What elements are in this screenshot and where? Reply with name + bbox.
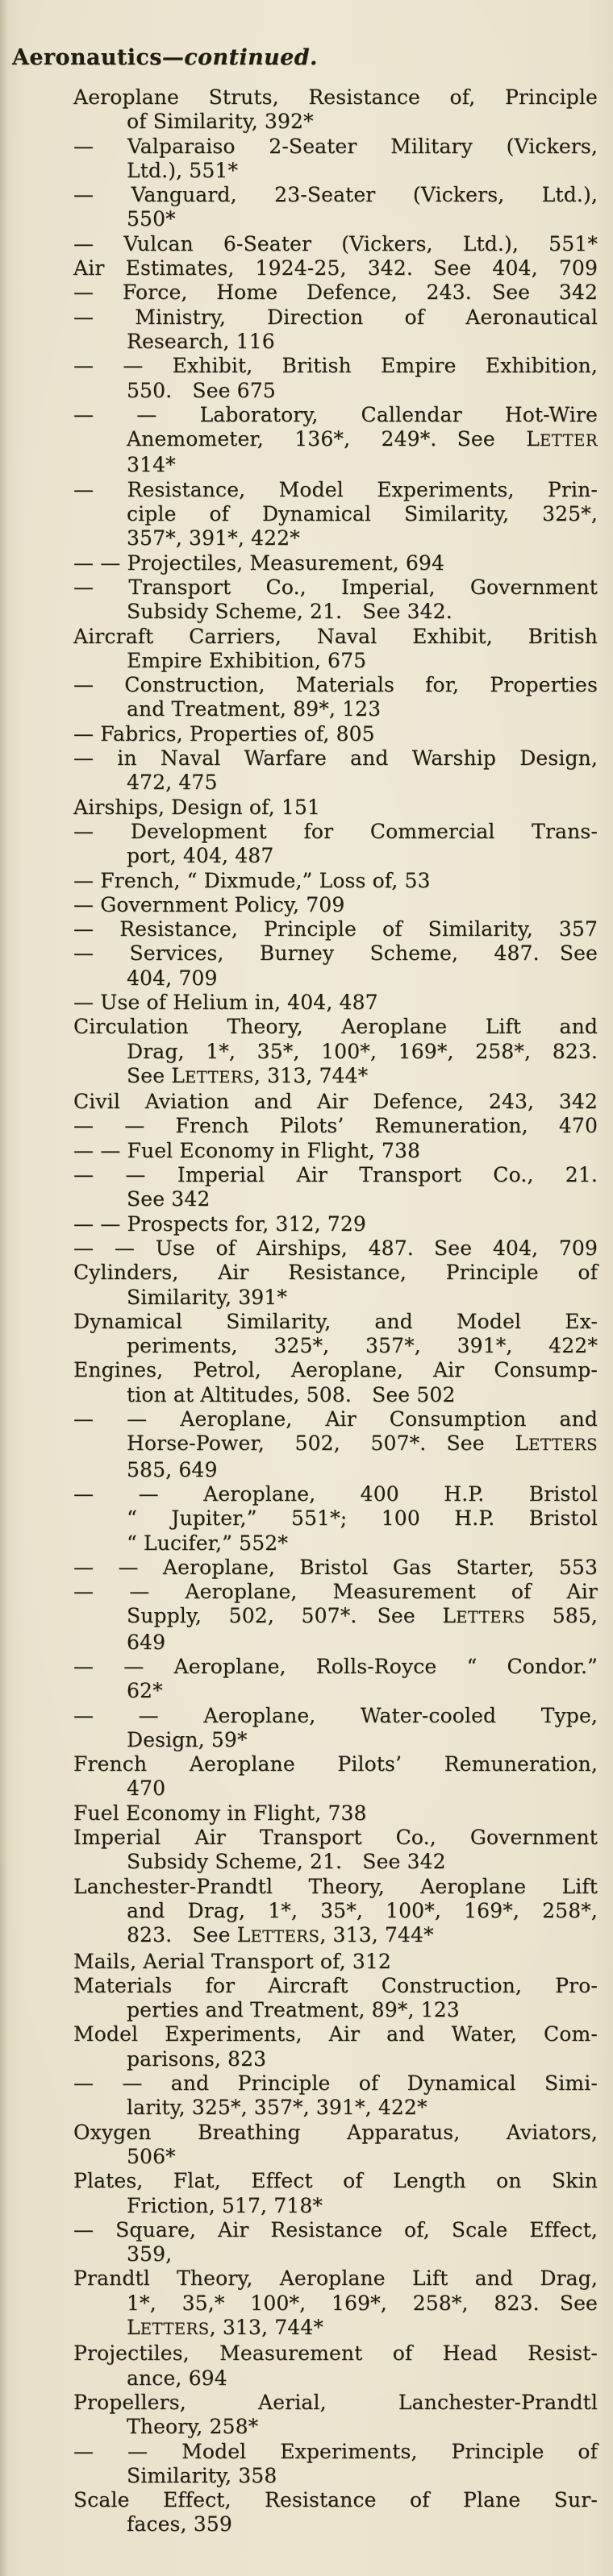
index-entry-line [73,1580,598,1604]
index-entry-line [73,1286,598,1310]
index-entry-text: of Similarity, 392* [127,110,314,134]
index-entry [73,2022,598,2071]
index-entry-line [73,2194,598,2218]
index-entry-line [73,673,598,697]
index-entry-line [73,135,598,159]
index-entry-text: perties and Treatment, 89*, 123 [127,1998,460,2022]
index-entry-text: LETTERS, 313, 744* [127,2316,324,2340]
index-entry-line [73,1801,598,1826]
index-entry-line [73,1334,598,1358]
index-entry-text: faces, 359 [127,2512,232,2537]
index-entry [73,1163,598,1212]
index-entry-text: — — Aeroplane, 400 H.P. Bristol [73,1481,598,1506]
index-entry-line [73,1556,598,1580]
section-heading [12,45,318,70]
index-entry [73,1261,598,1310]
index-entry-text: Projectiles, Measurement of Head Resist- [73,2341,598,2366]
index-entry-text: Subsidy Scheme, 21. See 342 [127,1850,446,1874]
index-entry-text: and Treatment, 89*, 123 [127,697,382,721]
index-entry [73,478,598,551]
index-entry-line [73,1040,598,1064]
index-entry-line [73,207,598,231]
index-entry [73,1556,598,1580]
index-entry [73,1826,598,1875]
index-entry-line [73,2512,598,2537]
index-entry-line [73,1261,598,1285]
index-entry-text: — — Aeroplane, Air Consumption and [73,1407,598,1431]
index-entry-text: 357*, 391*, 422* [127,526,300,551]
index-entry-text: 585, 649 [127,1457,218,1481]
index-entry [73,2341,598,2391]
index-entry-text: Research, 116 [127,329,275,353]
index-entry-line [73,966,598,991]
index-entry [73,673,598,722]
index-entry-line [73,2266,598,2291]
index-entry-line [73,379,598,403]
index-entry-text: — Transport Co., Imperial, Government [73,575,598,599]
index-entry-text: — — and Principle of Dynamical Simi- [73,2071,598,2096]
index-entry-text: Dynamical Similarity, and Model Ex- [73,1309,598,1333]
index-entry-line [73,1506,598,1531]
index-entry-text: — — Aeroplane, Water-cooled Type, [73,1703,598,1727]
index-entry [73,1236,598,1261]
index-entry-text: Air Estimates, 1924-25, 342. See 404, 709 [73,256,598,280]
index-entry-text: Propellers, Aerial, Lanchester-Prandtl [73,2390,598,2414]
index-entry [73,2121,598,2170]
small-caps-text: ETTERS [250,1927,320,1947]
index-entry-text: port, 404, 487 [127,844,274,868]
index-entry-line [73,2242,598,2266]
index-entry-text: 314* [127,453,176,477]
index-entry [73,869,598,893]
small-caps-text: ETTERS [185,1067,254,1086]
index-entry-text: 470 [127,1776,166,1801]
index-entry-line [73,110,598,134]
index-entry-line [73,1776,598,1801]
index-entry-line [73,403,598,427]
index-entry [73,1655,598,1704]
index-entry-text: — Vanguard, 23-Seater (Vickers, Ltd.), [73,183,598,207]
index-entry-text: — — Projectiles, Measurement, 694 [73,551,445,575]
index-entry-text: — — Aeroplane, Bristol Gas Starter, 553 [73,1555,598,1579]
index-entry-text: Subsidy Scheme, 21. See 342. [127,600,452,624]
index-entry-text: tion at Altitudes, 508. See 502 [127,1382,456,1406]
index-entry [73,991,598,1015]
index-entry-line [73,2366,598,2391]
index-entry-line [73,625,598,649]
index-entry-line [73,1212,598,1236]
index-entry-line [73,746,598,771]
index-entry [73,722,598,746]
index-entry-text: 823. See LETTERS, 313, 744* [127,1923,434,1947]
index-entry-text: — Use of Helium in, 404, 487 [73,990,378,1014]
index-entry [73,1212,598,1236]
index-entry-text: — Construction, Materials for, Properties [73,673,598,697]
index-entry-text: Cylinders, Air Resistance, Principle of [73,1261,598,1285]
index-entry-line [73,1383,598,1407]
small-caps-text: ETTERS [140,2320,210,2339]
index-entry-line [73,575,598,600]
index-entry-line [73,354,598,378]
index-entry-text: — — Prospects for, 312, 729 [73,1211,366,1236]
index-entry-text: Airships, Design of, 151 [73,795,320,819]
index-entry [73,1875,598,1950]
index-entry-line [73,2464,598,2488]
index-entry-text: French Aeroplane Pilots’ Remuneration, [73,1752,598,1776]
index-entry [73,796,598,820]
index-entry-line [73,697,598,721]
index-entry-line [73,1187,598,1211]
index-entry-line [73,502,598,526]
index-entry-text: — in Naval Warfare and Warship Design, [73,746,598,771]
index-entry [73,85,598,135]
index-entry-text: Supply, 502, 507*. See LETTERS 585, [127,1604,598,1628]
index-entry [73,1139,598,1163]
index-entry-text: — Fabrics, Properties of, 805 [73,721,375,746]
index-entry-line [73,232,598,256]
index-entry [73,403,598,478]
index-entry [73,893,598,917]
index-entry-line [73,941,598,966]
index-entry-line [73,1655,598,1679]
index-entry-line [73,427,598,453]
index-entry-text: — Ministry, Direction of Aeronautical [73,305,598,329]
index-entry [73,183,598,232]
index-entry-text: Aeroplane Struts, Resistance of, Principle [73,85,598,109]
index-entry-line [73,844,598,868]
index-entry-line [73,1139,598,1163]
index-entry-text: Civil Aviation and Air Defence, 243, 342 [73,1090,598,1114]
index-entry-text: — Force, Home Defence, 243. See 342 [73,280,598,305]
index-entry-line [73,2145,598,2169]
index-entry [73,354,598,403]
index-entry [73,820,598,869]
index-entry-line [73,1826,598,1850]
index-entry-line [73,1679,598,1703]
index-entry-text: 550* [127,207,176,231]
index-entry-text: — — Model Experiments, Principle of [73,2439,598,2463]
index-entry-text: Circulation Theory, Aeroplane Lift and [73,1015,598,1039]
index-entry-line [73,2169,598,2193]
index-entry-text: periments, 325*, 357*, 391*, 422* [127,1334,598,1358]
index-entry-text: Materials for Aircraft Construction, Pro- [73,1973,598,1997]
index-entry-line [73,1728,598,1752]
small-caps-text: ETTERS [528,1435,598,1455]
index-entry-text: — — Imperial Air Transport Co., 21. [73,1163,598,1187]
index-entry-text: 359, [127,2242,173,2266]
index-entry-line [73,2022,598,2046]
index-entry [73,917,598,941]
index-entry-text: — Development for Commercial Trans- [73,819,598,843]
index-entry-text: 62* [127,1679,163,1703]
index-entry-text: “ Lucifer,” 552* [127,1531,288,1555]
index-entry-line [73,991,598,1015]
index-entry-line [73,1950,598,1974]
index-entry-line [73,722,598,746]
index-entry [73,2169,598,2218]
heading-continued-label: —continued. [161,45,318,70]
index-entry [73,1580,598,1655]
index-entry-line [73,1704,598,1728]
index-entry-line [73,1407,598,1431]
index-entry-line [73,1752,598,1776]
index-entry-text: ciple of Dynamical Similarity, 325*, [127,502,598,526]
index-entry-text: — — Aeroplane, Rolls-Royce “ Condor.” [73,1655,598,1678]
index-entry-text: ance, 694 [127,2366,227,2390]
index-entry [73,1950,598,1974]
index-entry-text: Anemometer, 136*, 249*. See LETTER [127,427,598,451]
index-entry-line [73,1458,598,1482]
index-entry-line [73,2415,598,2439]
index-entry-text: Mails, Aerial Transport of, 312 [73,1949,391,1973]
index-entry-line [73,551,598,575]
index-list [73,85,598,2537]
index-entry-line [73,85,598,110]
small-caps-text: ETTER [539,431,598,451]
index-entry-line [73,2316,598,2341]
index-entry-text: 472, 475 [127,771,218,795]
index-entry-line [73,2488,598,2512]
index-entry [73,1015,598,1090]
index-entry-line [73,1850,598,1874]
index-entry-line [73,1310,598,1334]
index-entry-text: 1*, 35,* 100*, 169*, 258*, 823. See [127,2291,598,2315]
index-entry-line [73,893,598,917]
index-entry-line [73,869,598,893]
index-entry-text: Scale Effect, Resistance of Plane Sur- [73,2488,598,2512]
index-entry-line [73,1974,598,1998]
index-entry-text: Theory, 258* [127,2415,259,2439]
index-entry-text: 649 [127,1630,166,1654]
index-entry-line [73,1875,598,1899]
index-entry [73,2488,598,2537]
index-entry [73,1090,598,1114]
index-entry [73,1482,598,1556]
index-entry-text: Prandtl Theory, Aeroplane Lift and Drag, [73,2266,598,2291]
index-entry-line [73,183,598,207]
index-entry-line [73,1163,598,1187]
index-entry-line [73,2071,598,2096]
index-entry-line [73,2341,598,2366]
index-entry-text: — Resistance, Principle of Similarity, 357 [73,917,598,941]
index-entry-line [73,1015,598,1039]
index-entry [73,746,598,796]
index-entry-line [73,526,598,551]
index-entry-text: Drag, 1*, 35*, 100*, 169*, 258*, 823. [127,1039,598,1063]
index-entry [73,232,598,256]
index-entry-line [73,256,598,280]
index-entry-text: Oxygen Breathing Apparatus, Aviators, [73,2120,598,2144]
index-entry-line [73,2440,598,2464]
index-entry-text: Plates, Flat, Effect of Length on Skin [73,2169,598,2193]
index-entry-line [73,1998,598,2022]
index-entry-text: 550. See 675 [127,378,276,402]
index-entry-text: — French, “ Dixmude,” Loss of, 53 [73,868,431,892]
index-entry-text: — Services, Burney Scheme, 487. See [73,941,598,966]
index-entry-text: — Government Policy, 709 [73,892,345,916]
index-entry [73,2440,598,2489]
index-entry-text: 404, 709 [127,966,218,990]
index-entry-text: — — Fuel Economy in Flight, 738 [73,1138,421,1162]
index-entry-text: Model Experiments, Air and Water, Com- [73,2022,598,2046]
index-entry [73,551,598,575]
index-entry [73,1752,598,1801]
index-entry-text: — — Exhibit, British Empire Exhibition, [73,354,598,378]
index-entry-text: — — Laboratory, Callendar Hot-Wire [73,402,598,426]
index-entry-text: — Resistance, Model Experiments, Prin- [73,477,598,501]
index-entry-text: — Vulcan 6-Seater (Vickers, Ltd.), 551* [73,231,598,256]
index-entry-text: parisons, 823 [127,2046,267,2071]
index-entry-text: Similarity, 391* [127,1285,288,1309]
index-entry-text: Similarity, 358 [127,2463,277,2487]
index-entry-line [73,1631,598,1655]
index-entry [73,280,598,305]
index-entry-line [73,453,598,477]
index-entry-text: 506* [127,2144,176,2168]
index-entry [73,2266,598,2341]
index-entry-line [73,1114,598,1138]
index-entry-text: Horse-Power, 502, 507*. See LETTERS [127,1431,598,1456]
index-entry-line [73,2096,598,2120]
heading-term: Aeronautics [12,45,162,70]
index-entry-text: — Valparaiso 2-Seater Military (Vickers, [73,134,598,158]
index-entry-line [73,1482,598,1506]
index-entry-text: See 342 [127,1187,211,1211]
index-entry-text: Empire Exhibition, 675 [127,648,367,672]
index-entry [73,1974,598,2023]
index-entry-line [73,1431,598,1457]
index-entry-text: Ltd.), 551* [127,158,239,182]
index-entry-text: Design, 59* [127,1727,248,1751]
index-entry-line [73,2291,598,2316]
index-entry [73,135,598,184]
index-entry-text: — — French Pilots’ Remuneration, 470 [73,1114,598,1138]
index-entry-line [73,1358,598,1382]
index-entry-line [73,1236,598,1261]
index-entry-line [73,600,598,624]
index-entry [73,305,598,355]
index-entry-text: and Drag, 1*, 35*, 100*, 169*, 258*, [127,1898,598,1922]
index-entry-line [73,1899,598,1923]
index-entry-line [73,1090,598,1114]
index-entry [73,625,598,674]
index-entry-line [73,2218,598,2242]
index-entry-text: Friction, 517, 718* [127,2193,323,2217]
index-entry-line [73,159,598,183]
index-entry-text: Engines, Petrol, Aeroplane, Air Consump- [73,1358,598,1382]
index-entry-text: Aircraft Carriers, Naval Exhibit, British [73,624,598,648]
index-entry-text: — Square, Air Resistance of, Scale Effect, [73,2217,598,2242]
index-entry [73,1801,598,1826]
index-entry-line [73,1064,598,1090]
index-entry [73,1407,598,1482]
index-entry [73,2071,598,2121]
index-entry-text: See LETTERS, 313, 744* [127,1063,369,1087]
index-entry-line [73,330,598,354]
index-entry-text: — — Use of Airships, 487. See 404, 709 [73,1236,598,1260]
index-entry-line [73,305,598,330]
index-entry [73,1704,598,1753]
index-entry-line [73,649,598,673]
index-entry [73,1114,598,1138]
index-entry-line [73,1923,598,1949]
index-entry-line [73,1531,598,1556]
index-entry [73,256,598,280]
index-entry [73,2218,598,2267]
index-entry-line [73,2391,598,2415]
index-entry-line [73,820,598,844]
index-entry-line [73,2047,598,2071]
index-entry [73,2391,598,2440]
index-entry-text: Lanchester-Prandtl Theory, Aeroplane Lift [73,1874,598,1898]
index-entry-line [73,478,598,502]
index-entry-text: — — Aeroplane, Measurement of Air [73,1580,598,1604]
index-entry-line [73,796,598,820]
index-entry-line [73,2121,598,2145]
index-entry-line [73,1604,598,1630]
index-entry-text: “ Jupiter,” 551*; 100 H.P. Bristol [127,1506,598,1531]
index-entry-text: Imperial Air Transport Co., Government [73,1826,598,1850]
index-entry [73,1358,598,1407]
small-caps-text: ETTERS [456,1608,526,1627]
index-entry-line [73,917,598,941]
index-entry [73,941,598,991]
index-entry [73,1310,598,1359]
index-entry-text: larity, 325*, 357*, 391*, 422* [127,2096,427,2120]
index-entry-line [73,771,598,795]
index-entry-text: Fuel Economy in Flight, 738 [73,1801,367,1825]
index-entry-line [73,280,598,305]
index-entry [73,575,598,625]
